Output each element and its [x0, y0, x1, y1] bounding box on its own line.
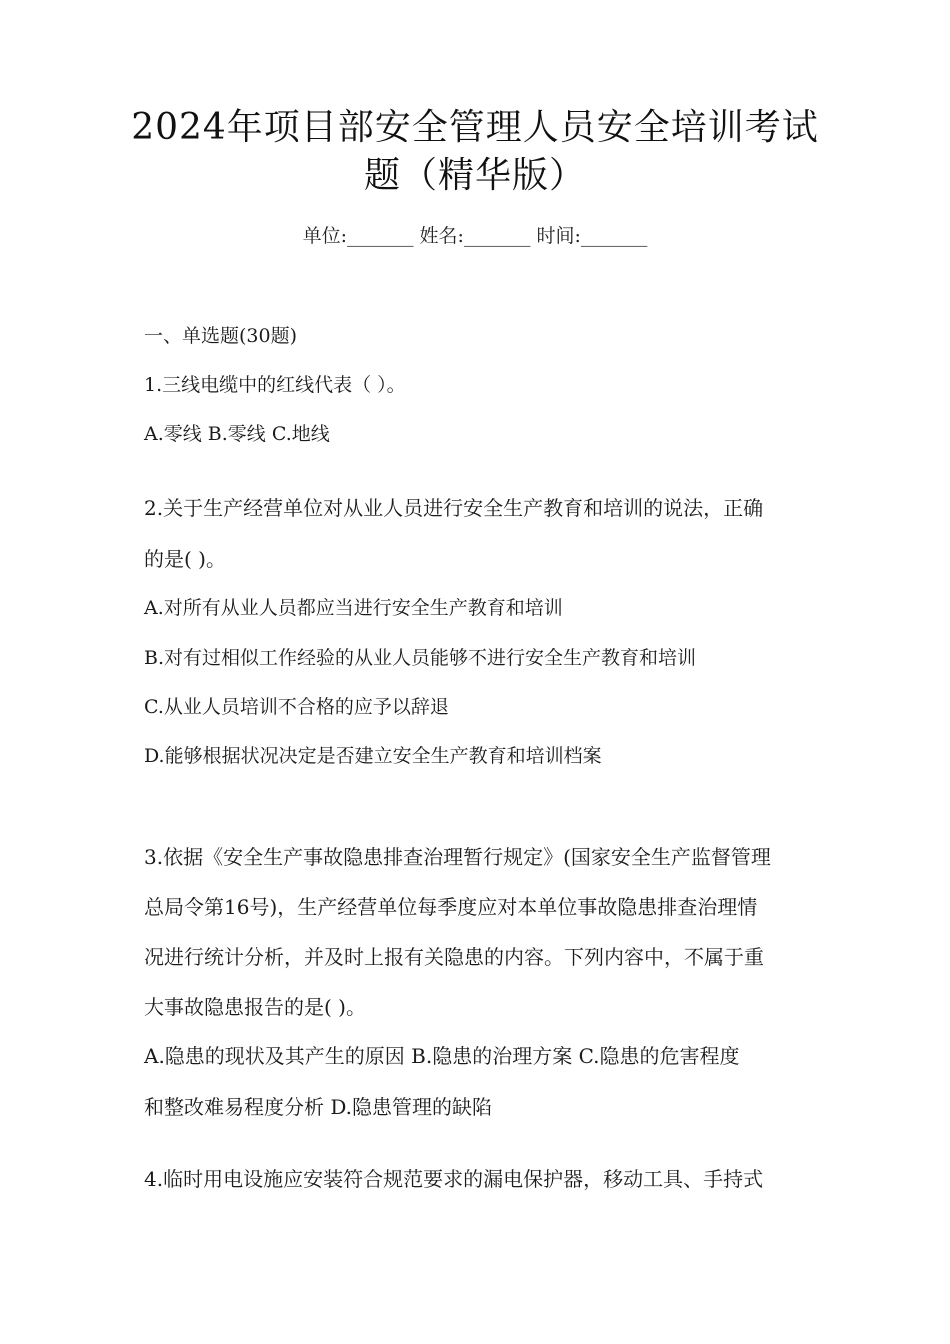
- question-3-text-line-4: 大事故隐患报告的是( )。: [144, 995, 366, 1019]
- info-fields: [0, 222, 950, 250]
- question-1-text: 1.三线电缆中的红线代表（ ）。: [144, 374, 406, 396]
- question-3-text-line-2: 总局令第16号)，生产经营单位每季度应对本单位事故隐患排查治理情: [144, 895, 758, 919]
- question-4-text-line-1: 4.临时用电设施应安装符合规范要求的漏电保护器，移动工具、手持式: [144, 1167, 764, 1191]
- document-title-line-1: 2024年项目部安全管理人员安全培训考试: [131, 107, 819, 148]
- question-2-option-d: D.能够根据状况决定是否建立安全生产教育和培训档案: [144, 745, 602, 767]
- question-3-text-line-1: 3.依据《安全生产事故隐患排查治理暂行规定》(国家安全生产监督管理: [144, 845, 771, 869]
- question-2-text-line-2: 的是( )。: [144, 547, 226, 571]
- question-2-text-line-1: 2.关于生产经营单位对从业人员进行安全生产教育和培训的说法，正确: [144, 496, 764, 520]
- name-field: 姓名:_______: [419, 225, 531, 247]
- question-2-option-b: B.对有过相似工作经验的从业人员能够不进行安全生产教育和培训: [144, 647, 697, 669]
- time-field: 时间:_______: [536, 225, 648, 247]
- question-3-options-line-1: A.隐患的现状及其产生的原因 B.隐患的治理方案 C.隐患的危害程度: [144, 1044, 740, 1068]
- question-2-option-a: A.对所有从业人员都应当进行安全生产教育和培训: [144, 597, 563, 619]
- question-1-options: A.零线 B.零线 C.地线: [144, 423, 330, 445]
- question-3-options-line-2: 和整改难易程度分析 D.隐患管理的缺陷: [144, 1095, 493, 1119]
- unit-field: 单位:_______: [302, 225, 414, 247]
- section-heading: 一、单选题(30题): [144, 325, 298, 347]
- question-3-text-line-3: 况进行统计分析，并及时上报有关隐患的内容。下列内容中，不属于重: [144, 945, 764, 969]
- document-title-line-2: 题（精华版）: [363, 155, 586, 196]
- question-2-option-c: C.从业人员培训不合格的应予以辞退: [144, 696, 449, 718]
